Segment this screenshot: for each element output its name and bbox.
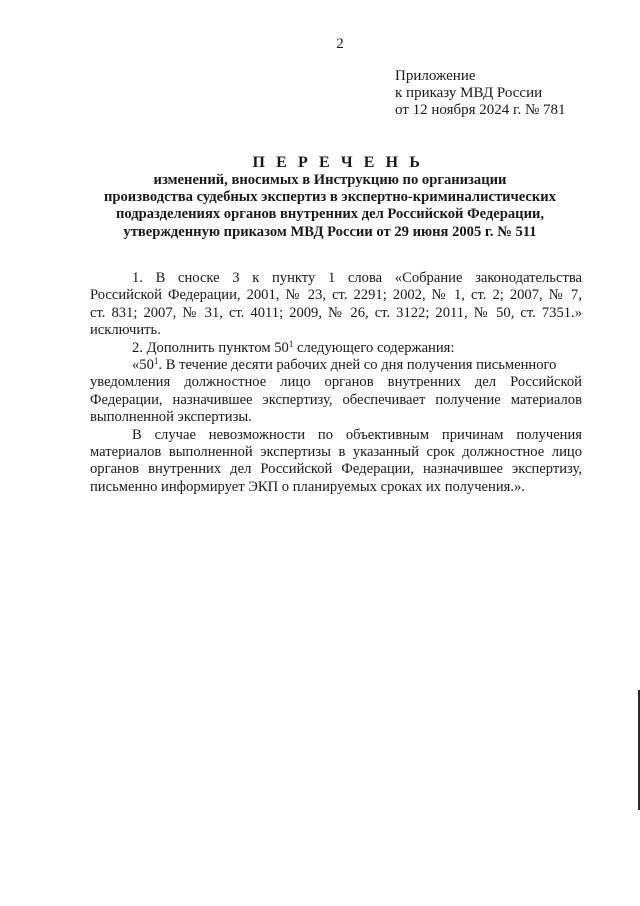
item-2-intro-after: следующего содержания: bbox=[293, 339, 455, 356]
para-50-1-sup: 1 bbox=[153, 356, 159, 367]
para-50-1-line-1-after: . В течение десяти рабочих дней со дня получения письменного bbox=[158, 357, 557, 374]
para-50-1-line-1 bbox=[90, 357, 582, 374]
item-2-intro bbox=[90, 340, 582, 357]
para-50-1b-line-2: материалов выполненной экспертизы в указанный срок должностное лицо bbox=[90, 444, 582, 461]
appendix-line-1: Приложение bbox=[395, 68, 476, 84]
subtitle-line-4: утвержденную приказом МВД России от 29 июня 2005 г. № 511 bbox=[123, 223, 537, 240]
subtitle-line-2: производства судебных экспертиз в экспертно-криминалистических bbox=[103, 189, 557, 206]
appendix-line-3: от 12 ноября 2024 г. № 781 bbox=[395, 102, 566, 118]
item-1-line-4: исключить. bbox=[90, 322, 161, 339]
document-body bbox=[90, 270, 582, 496]
para-50-1b-line-4: письменно информирует ЭКП о планируемых сроках их получения.». bbox=[90, 478, 525, 495]
para-50-1-line-2: уведомления должностное лицо органов внутренних дел Российской bbox=[90, 374, 582, 391]
item-1-line-2: Российской Федерации, 2001, № 23, ст. 2291; 2002, № 1, ст. 2; 2007, № 7, bbox=[90, 287, 582, 304]
subtitle-line-1: изменений, вносимых в Инструкцию по организации bbox=[153, 172, 507, 188]
document-subtitle bbox=[90, 172, 570, 241]
appendix-block bbox=[395, 68, 566, 119]
item-2-intro-sup: 1 bbox=[288, 338, 294, 349]
subtitle-line-3: подразделениях органов внутренних дел Российской Федерации, bbox=[115, 206, 545, 223]
item-1-line-1: 1. В сноске 3 к пункту 1 слова «Собрание законодательства bbox=[132, 270, 582, 286]
para-50-1-line-3: Федерации, назначившее экспертизу, обеспечивает получение материалов bbox=[90, 391, 582, 408]
para-50-1b-line-1: В случае невозможности по объективным причинам получения bbox=[132, 426, 582, 443]
item-2-intro-before: 2. Дополнить пунктом 50 bbox=[132, 339, 289, 356]
appendix-line-2: к приказу МВД России bbox=[395, 85, 543, 101]
para-50-1-before: «50 bbox=[132, 357, 154, 374]
page-number: 2 bbox=[336, 36, 344, 52]
item-1-line-3: ст. 831; 2007, № 31, ст. 4011; 2009, № 26, ст. 3122; 2011, № 50, ст. 7351.» bbox=[90, 304, 582, 321]
document-title: П Е Р Е Ч Е Н Ь bbox=[252, 154, 424, 171]
para-50-1b-line-3: органов внутренних дел Российской Федерации, назначившее экспертизу, bbox=[90, 461, 582, 478]
para-50-1-line-4: выполненной экспертизы. bbox=[90, 409, 252, 426]
